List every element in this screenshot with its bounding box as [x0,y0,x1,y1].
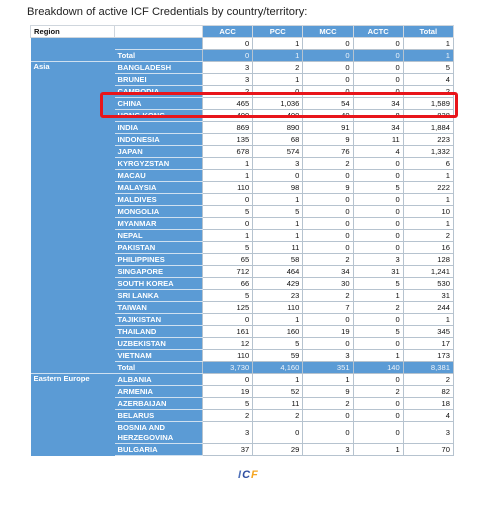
value-cell: 12 [203,338,253,350]
value-cell: 2 [303,398,353,410]
credentials-table [30,25,454,456]
value-cell: 2 [403,374,453,386]
header-mcc: MCC [303,26,353,38]
value-cell: 0 [353,398,403,410]
value-cell: 1 [403,38,453,50]
value-cell: 0 [303,38,353,50]
value-cell: 828 [403,110,453,122]
value-cell: 1 [353,290,403,302]
value-cell: 0 [353,62,403,74]
country-cell: MACAU [115,170,203,182]
value-cell: 0 [353,74,403,86]
value-cell: 0 [203,374,253,386]
country-cell: ARMENIA [115,386,203,398]
country-cell: JAPAN [115,146,203,158]
value-cell: 66 [203,278,253,290]
value-cell: 2 [303,158,353,170]
value-cell: 0 [203,50,253,62]
value-cell: 1 [353,444,403,456]
value-cell: 4 [353,146,403,158]
value-cell: 3 [253,158,303,170]
country-cell: BULGARIA [115,444,203,456]
value-cell: 128 [403,254,453,266]
value-cell: 70 [403,444,453,456]
value-cell: 0 [353,194,403,206]
value-cell: 5 [203,206,253,218]
value-cell: 0 [353,374,403,386]
value-cell: 0 [303,62,353,74]
value-cell: 1,241 [403,266,453,278]
value-cell: 0 [303,410,353,422]
table-row [31,374,454,386]
value-cell: 0 [353,170,403,182]
table-header-row [31,26,454,38]
value-cell: 2 [403,230,453,242]
value-cell: 2 [353,386,403,398]
country-cell: PHILIPPINES [115,254,203,266]
credentials-table-container [30,25,453,456]
country-cell: BOSNIA AND HERZEGOVINA [115,422,203,444]
value-cell: 1 [403,194,453,206]
value-cell: 34 [353,122,403,134]
value-cell: 0 [303,206,353,218]
value-cell: 574 [253,146,303,158]
header-region: Region [31,26,115,38]
country-cell: KYRGYZSTAN [115,158,203,170]
value-cell: 91 [303,122,353,134]
value-cell: 429 [253,278,303,290]
value-cell: 0 [303,170,353,182]
header-country [115,26,203,38]
value-cell: 890 [253,122,303,134]
country-cell: PAKISTAN [115,242,203,254]
value-cell: 110 [253,302,303,314]
value-cell: 0 [353,158,403,170]
country-cell: MONGOLIA [115,206,203,218]
value-cell: 0 [353,230,403,242]
header-acc: ACC [203,26,253,38]
country-cell: SINGAPORE [115,266,203,278]
value-cell: 4 [403,74,453,86]
country-cell: CAMBODIA [115,86,203,98]
value-cell: 31 [403,290,453,302]
value-cell: 1 [253,38,303,50]
value-cell: 18 [403,398,453,410]
value-cell: 869 [203,122,253,134]
value-cell: 2 [203,410,253,422]
value-cell: 244 [403,302,453,314]
logo-letter-i: I [238,469,243,481]
value-cell: 1 [253,374,303,386]
value-cell: 400 [203,110,253,122]
value-cell: 161 [203,326,253,338]
value-cell: 0 [353,38,403,50]
value-cell: 2 [303,254,353,266]
country-cell: UZBEKISTAN [115,338,203,350]
value-cell: 3 [353,254,403,266]
value-cell: 7 [303,302,353,314]
value-cell: 1,036 [253,98,303,110]
value-cell: 1 [253,314,303,326]
country-cell: CHINA [115,98,203,110]
value-cell: 678 [203,146,253,158]
value-cell: 0 [303,74,353,86]
value-cell: 3 [203,74,253,86]
value-cell: 19 [303,326,353,338]
country-cell: BELARUS [115,410,203,422]
value-cell: 1 [303,374,353,386]
value-cell: 3,730 [203,362,253,374]
value-cell: 5 [403,62,453,74]
value-cell: 3 [203,422,253,444]
country-cell: Total [115,362,203,374]
header-total: Total [403,26,453,38]
value-cell: 37 [203,444,253,456]
value-cell: 0 [303,314,353,326]
value-cell: 5 [253,206,303,218]
value-cell: 1 [253,218,303,230]
value-cell: 530 [403,278,453,290]
value-cell: 0 [353,314,403,326]
value-cell: 1 [253,74,303,86]
value-cell: 1 [203,158,253,170]
value-cell: 76 [303,146,353,158]
country-cell: HONG KONG [115,110,203,122]
value-cell: 0 [303,50,353,62]
value-cell: 5 [253,338,303,350]
value-cell: 11 [353,134,403,146]
value-cell: 23 [253,290,303,302]
value-cell: 5 [203,290,253,302]
value-cell: 10 [403,206,453,218]
value-cell: 0 [353,218,403,230]
value-cell: 0 [353,422,403,444]
country-cell: VIETNAM [115,350,203,362]
value-cell: 0 [253,422,303,444]
country-cell: Total [115,50,203,62]
country-cell: BRUNEI [115,74,203,86]
country-cell: INDONESIA [115,134,203,146]
value-cell: 29 [253,444,303,456]
country-cell: THAILAND [115,326,203,338]
country-cell: INDIA [115,122,203,134]
value-cell: 0 [303,230,353,242]
country-cell: ALBANIA [115,374,203,386]
value-cell: 2 [253,62,303,74]
value-cell: 0 [203,38,253,50]
region-cell: Asia [31,62,115,374]
value-cell: 173 [403,350,453,362]
value-cell: 223 [403,134,453,146]
country-cell: MYANMAR [115,218,203,230]
table-row [31,62,454,74]
value-cell: 400 [253,110,303,122]
value-cell: 1 [403,50,453,62]
value-cell: 160 [253,326,303,338]
value-cell: 3 [303,444,353,456]
value-cell: 1 [403,218,453,230]
value-cell: 1,884 [403,122,453,134]
country-cell [115,38,203,50]
country-cell: SOUTH KOREA [115,278,203,290]
region-cell [31,38,115,62]
logo-letter-f: F [251,469,259,481]
value-cell: 110 [203,350,253,362]
value-cell: 82 [403,386,453,398]
country-cell: MALDIVES [115,194,203,206]
table-row [31,38,454,50]
value-cell: 30 [303,278,353,290]
value-cell: 125 [203,302,253,314]
value-cell: 135 [203,134,253,146]
value-cell: 0 [253,170,303,182]
value-cell: 2 [403,86,453,98]
value-cell: 0 [203,194,253,206]
value-cell: 65 [203,254,253,266]
value-cell: 11 [253,242,303,254]
value-cell: 3 [303,350,353,362]
country-cell: MALAYSIA [115,182,203,194]
value-cell: 351 [303,362,353,374]
value-cell: 59 [253,350,303,362]
value-cell: 0 [203,314,253,326]
value-cell: 345 [403,326,453,338]
value-cell: 6 [403,158,453,170]
value-cell: 16 [403,242,453,254]
value-cell: 68 [253,134,303,146]
value-cell: 1,589 [403,98,453,110]
value-cell: 1 [203,230,253,242]
country-cell: SRI LANKA [115,290,203,302]
value-cell: 1 [253,50,303,62]
value-cell: 4,160 [253,362,303,374]
logo-letter-c: C [242,469,252,481]
value-cell: 52 [253,386,303,398]
value-cell: 9 [303,134,353,146]
value-cell: 2 [353,302,403,314]
value-cell: 98 [253,182,303,194]
value-cell: 5 [203,242,253,254]
value-cell: 0 [303,242,353,254]
value-cell: 1 [253,230,303,242]
value-cell: 2 [303,290,353,302]
value-cell: 1 [403,314,453,326]
value-cell: 5 [353,278,403,290]
value-cell: 0 [303,194,353,206]
value-cell: 712 [203,266,253,278]
value-cell: 34 [353,98,403,110]
value-cell: 140 [353,362,403,374]
value-cell: 3 [203,62,253,74]
page-heading: Breakdown of active ICF Credentials by country/territory: [27,6,308,18]
header-pcc: PCC [253,26,303,38]
value-cell: 31 [353,266,403,278]
highlight-box [100,92,458,118]
value-cell: 0 [253,86,303,98]
value-cell: 0 [303,338,353,350]
value-cell: 0 [203,218,253,230]
value-cell: 2 [253,410,303,422]
value-cell: 58 [253,254,303,266]
value-cell: 1 [403,170,453,182]
value-cell: 9 [303,182,353,194]
value-cell: 0 [353,338,403,350]
country-cell: TAIWAN [115,302,203,314]
value-cell: 19 [203,386,253,398]
value-cell: 0 [303,422,353,444]
value-cell: 0 [303,86,353,98]
icf-logo [238,469,259,481]
value-cell: 222 [403,182,453,194]
value-cell: 465 [203,98,253,110]
value-cell: 3 [403,422,453,444]
value-cell: 54 [303,98,353,110]
value-cell: 0 [353,410,403,422]
region-cell: Eastern Europe [31,374,115,456]
value-cell: 5 [353,182,403,194]
value-cell: 1,332 [403,146,453,158]
value-cell: 0 [353,86,403,98]
value-cell: 1 [253,194,303,206]
value-cell: 8,381 [403,362,453,374]
country-cell: NEPAL [115,230,203,242]
country-cell: TAJIKISTAN [115,314,203,326]
country-cell: BANGLADESH [115,62,203,74]
value-cell: 0 [353,206,403,218]
value-cell: 0 [303,218,353,230]
value-cell: 464 [253,266,303,278]
value-cell: 9 [303,386,353,398]
value-cell: 5 [353,326,403,338]
value-cell: 0 [353,50,403,62]
country-cell: AZERBAIJAN [115,398,203,410]
value-cell: 110 [203,182,253,194]
value-cell: 1 [353,350,403,362]
value-cell: 34 [303,266,353,278]
value-cell: 17 [403,338,453,350]
value-cell: 5 [203,398,253,410]
value-cell: 1 [203,170,253,182]
value-cell: 0 [353,242,403,254]
value-cell: 40 [303,110,353,122]
value-cell: 11 [253,398,303,410]
value-cell: 4 [403,410,453,422]
value-cell: 8 [353,110,403,122]
header-actc: ACTC [353,26,403,38]
value-cell: 2 [203,86,253,98]
